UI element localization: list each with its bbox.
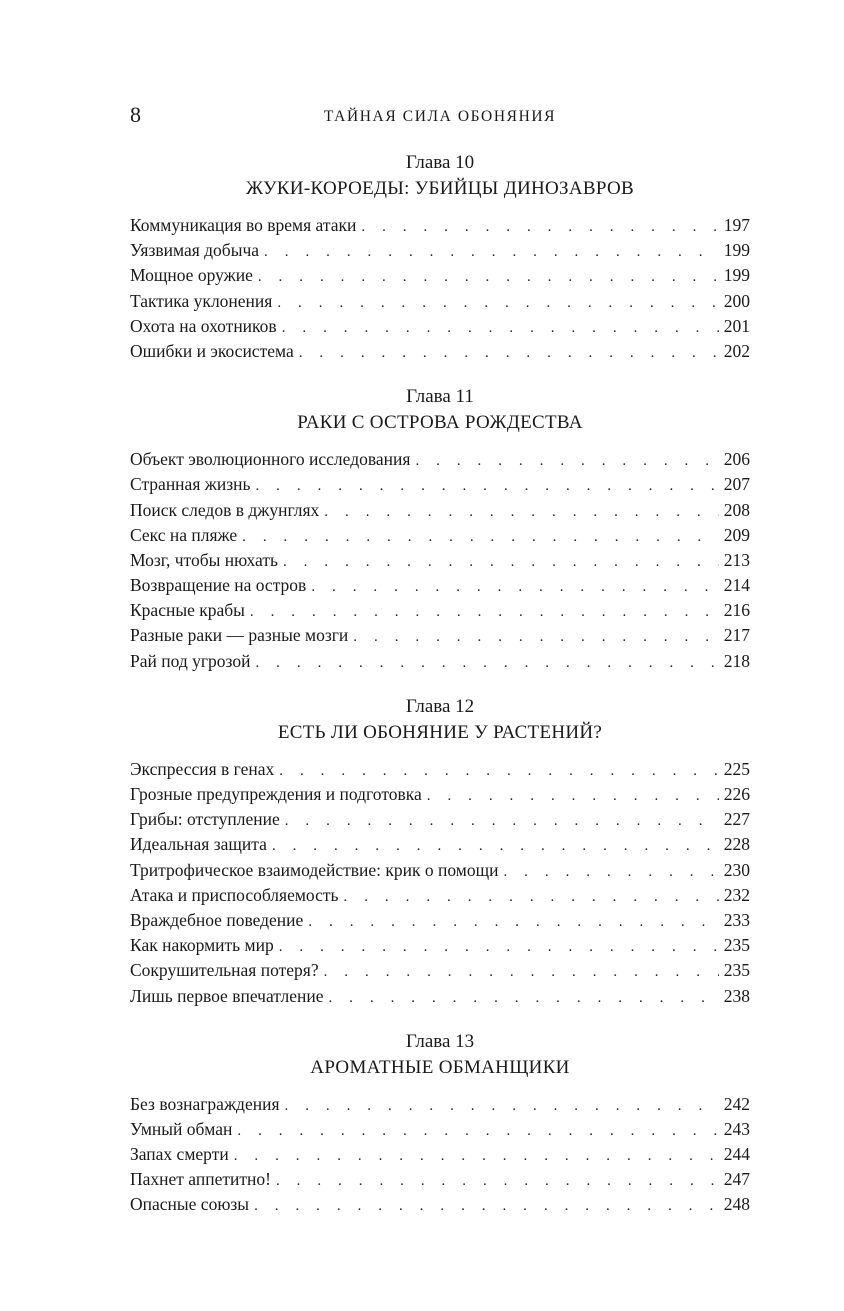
toc-entry-page-number: 226: [723, 784, 750, 804]
dot-leader: [255, 474, 718, 499]
toc-entry: [130, 883, 750, 908]
dot-leader: [258, 265, 719, 290]
dot-leader: [353, 625, 718, 650]
toc-entry-page-number: 209: [723, 524, 750, 545]
chapter-label: Глава 10: [405, 152, 475, 173]
chapter-section: [130, 1031, 750, 1218]
toc-entry: [130, 472, 750, 497]
toc-entry-title: Лишь первое впечатление: [130, 985, 324, 1006]
chapter-title: АРОМАТНЫЕ ОБМАНЩИКИ: [310, 1056, 570, 1078]
toc-entry: [130, 1192, 750, 1217]
toc-entry-page-number: 202: [723, 340, 750, 361]
toc-entry: [130, 623, 750, 648]
toc-entry-title: Тактика уклонения: [130, 290, 273, 311]
toc-entry: [130, 339, 750, 364]
toc-entry: [130, 213, 750, 238]
dot-leader: [272, 834, 719, 859]
dot-leader: [311, 575, 718, 600]
toc-entry-title: Пахнет аппетитно!: [130, 1169, 271, 1190]
toc-entry-page-number: 247: [723, 1169, 750, 1190]
toc-entry-title: Коммуникация во время атаки: [130, 215, 357, 235]
toc-entry-page-number: 242: [723, 1093, 750, 1114]
toc-entry-title: Секс на пляже: [130, 524, 238, 545]
toc-entry-page-number: 225: [723, 758, 750, 779]
toc-entry-title: Мощное оружие: [130, 265, 253, 286]
dot-leader: [279, 759, 718, 784]
toc-entry: [130, 807, 750, 832]
toc-entry-page-number: 238: [723, 985, 750, 1006]
toc-entry-title: Мозг, чтобы нюхать: [130, 549, 278, 570]
toc-entry-title: Объект эволюционного исследования: [130, 449, 411, 470]
toc-entry: [130, 498, 750, 523]
dot-leader: [254, 1194, 719, 1219]
toc-entry: [130, 263, 750, 288]
toc-entry: [130, 1142, 750, 1167]
dot-leader: [276, 1169, 719, 1194]
toc-entry-page-number: 216: [723, 600, 750, 621]
toc-entry-title: Сокрушительная потеря?: [130, 960, 319, 981]
dot-leader: [250, 600, 719, 625]
toc-entry: [130, 314, 750, 339]
dot-leader: [255, 651, 718, 676]
dot-leader: [285, 1094, 719, 1119]
dot-leader: [503, 860, 718, 885]
toc-entry: [130, 523, 750, 548]
chapter-section: [130, 386, 750, 674]
dot-leader: [285, 809, 719, 834]
toc-entry: [130, 832, 750, 857]
dot-leader: [282, 316, 719, 341]
dot-leader: [279, 935, 719, 960]
toc-entry-title: Грозные предупреждения и подготовка: [130, 784, 422, 804]
chapter-title: ЖУКИ-КОРОЕДЫ: УБИЙЦЫ ДИНОЗАВРОВ: [246, 178, 634, 199]
toc-entry-title: Опасные союзы: [130, 1194, 250, 1215]
page-number: 8: [130, 102, 141, 127]
chapter-label: Глава 11: [406, 386, 474, 408]
toc-entry-title: Уязвимая добыча: [130, 240, 260, 261]
toc-entry-page-number: 213: [723, 549, 750, 570]
dot-leader: [328, 986, 718, 1011]
dot-leader: [299, 341, 719, 366]
toc-entry-page-number: 227: [723, 809, 750, 830]
toc-entry-title: Красные крабы: [130, 600, 245, 621]
toc-entry-page-number: 197: [723, 215, 750, 235]
dot-leader: [427, 784, 719, 809]
toc-entry: [130, 289, 750, 314]
toc-entry: [130, 958, 750, 983]
toc-entry-page-number: 235: [723, 960, 750, 981]
toc-entry-page-number: 243: [723, 1118, 750, 1139]
toc-entry-page-number: 232: [723, 884, 750, 905]
dot-leader: [308, 910, 718, 935]
toc-entry: [130, 573, 750, 598]
toc-entry-page-number: 228: [723, 834, 750, 855]
toc-entry-page-number: 201: [723, 315, 750, 336]
toc-entry-title: Грибы: отступление: [130, 809, 280, 830]
toc-entry-title: Возвращение на остров: [130, 575, 307, 596]
toc-entry: [130, 858, 750, 883]
chapter-label: Глава 12: [405, 695, 475, 717]
book-title: ТАЙНАЯ СИЛА ОБОНЯНИЯ: [323, 108, 557, 125]
table-of-contents: [130, 152, 750, 1240]
toc-entry-title: Рай под угрозой: [130, 650, 251, 671]
dot-leader: [234, 1144, 719, 1169]
dot-leader: [242, 525, 719, 550]
toc-entry: [130, 984, 750, 1009]
toc-entry-title: Атака и приспособляемость: [130, 884, 339, 905]
toc-entry: [130, 757, 750, 782]
toc-entry-page-number: 208: [723, 499, 750, 520]
chapter-label: Глава 13: [405, 1030, 475, 1052]
toc-entry: [130, 598, 750, 623]
toc-entry-page-number: 233: [723, 909, 750, 930]
toc-entry-title: Идеальная защита: [130, 834, 267, 855]
toc-entry-title: Странная жизнь: [130, 474, 251, 495]
toc-entry-page-number: 214: [723, 575, 750, 596]
dot-leader: [324, 960, 719, 985]
toc-entry-title: Ошибки и экосистема: [130, 340, 294, 361]
toc-entry-page-number: 200: [723, 290, 750, 311]
toc-entry-page-number: 230: [723, 859, 750, 880]
toc-entry-title: Экспрессия в генах: [130, 758, 275, 779]
toc-entry-title: Умный обман: [130, 1118, 233, 1139]
dot-leader: [283, 550, 719, 575]
toc-entry-title: Охота на охотников: [130, 315, 277, 336]
toc-entry-title: Как накормить мир: [130, 935, 274, 956]
toc-entry-page-number: 217: [723, 625, 750, 646]
toc-entry-page-number: 199: [723, 240, 750, 261]
chapter-title: ЕСТЬ ЛИ ОБОНЯНИЕ У РАСТЕНИЙ?: [277, 721, 603, 743]
toc-entry-page-number: 248: [723, 1194, 750, 1215]
toc-entry: [130, 782, 750, 807]
toc-entry-title: Разные раки — разные мозги: [130, 625, 349, 646]
dot-leader: [237, 1119, 718, 1144]
toc-entry: [130, 447, 750, 472]
dot-leader: [361, 215, 718, 240]
chapter-section: [130, 152, 750, 364]
toc-entry-page-number: 207: [723, 474, 750, 495]
toc-entry-title: Без вознаграждения: [130, 1093, 280, 1114]
chapter-section: [130, 696, 750, 1009]
toc-entry-page-number: 206: [723, 449, 750, 470]
toc-entry-page-number: 218: [723, 650, 750, 671]
toc-entry-title: Поиск следов в джунглях: [130, 499, 320, 520]
toc-entry-page-number: 235: [723, 935, 750, 956]
dot-leader: [324, 500, 718, 525]
dot-leader: [277, 291, 718, 316]
toc-entry: [130, 649, 750, 674]
toc-entry-page-number: 199: [723, 265, 750, 286]
toc-entry: [130, 548, 750, 573]
toc-entry: [130, 1167, 750, 1192]
toc-entry-title: Тритрофическое взаимодействие: крик о помощи: [130, 859, 499, 880]
toc-entry: [130, 933, 750, 958]
toc-entry: [130, 908, 750, 933]
toc-entry-page-number: 244: [723, 1144, 750, 1165]
toc-entry-title: Запах смерти: [130, 1144, 229, 1165]
toc-entry-title: Враждебное поведение: [130, 909, 304, 930]
chapter-title: РАКИ С ОСТРОВА РОЖДЕСТВА: [297, 412, 583, 434]
dot-leader: [344, 885, 719, 910]
toc-entry: [130, 1117, 750, 1142]
toc-entry: [130, 238, 750, 263]
toc-entry: [130, 1092, 750, 1117]
dot-leader: [264, 240, 719, 265]
dot-leader: [415, 449, 718, 474]
running-head: [130, 102, 750, 128]
